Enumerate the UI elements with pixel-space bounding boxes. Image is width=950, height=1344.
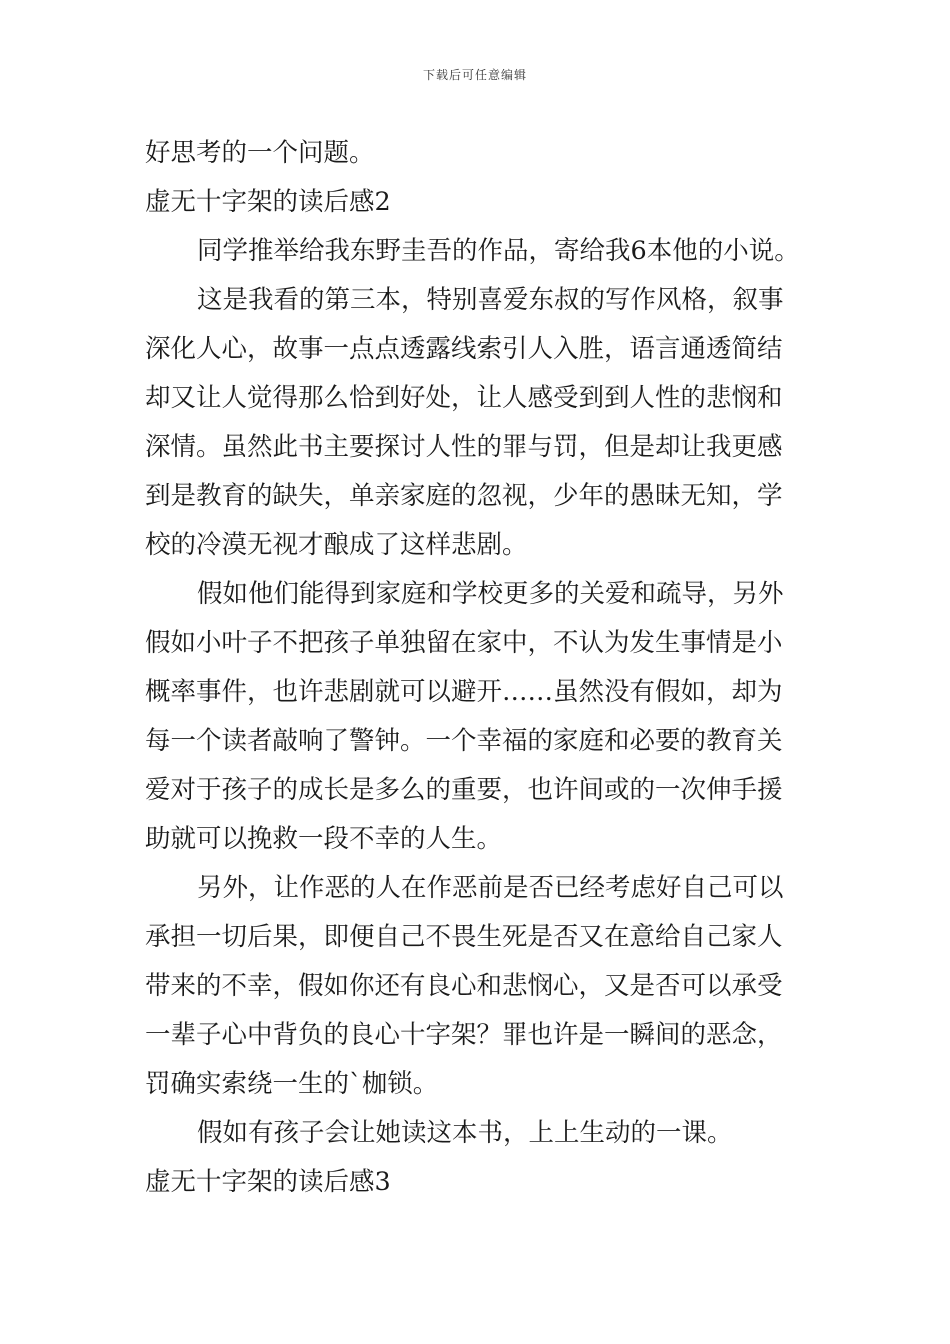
- paragraph-line: 好思考的一个问题。: [145, 138, 375, 168]
- paragraph-line: 同学推举给我东野圭吾的作品，寄给我6本他的小说。: [197, 236, 800, 266]
- paragraph-line: 带来的不幸，假如你还有良心和悲悯心，又是否可以承受: [145, 971, 783, 1001]
- paragraph-line: 一辈子心中背负的良心十字架？罪也许是一瞬间的恶念，: [145, 1020, 783, 1050]
- paragraph-line: 另外，让作恶的人在作恶前是否已经考虑好自己可以: [197, 873, 784, 903]
- paragraph-line: 助就可以挽救一段不幸的人生。: [145, 824, 503, 854]
- paragraph-line: 假如小叶子不把孩子单独留在家中，不认为发生事情是小: [145, 628, 783, 658]
- paragraph-line: 却又让人觉得那么恰到好处，让人感受到到人性的悲悯和: [145, 383, 783, 413]
- document-body: [145, 129, 810, 1207]
- paragraph-line: 假如有孩子会让她读这本书，上上生动的一课。: [197, 1118, 733, 1148]
- paragraph-line: 这是我看的第三本，特别喜爱东叔的写作风格，叙事: [197, 285, 784, 315]
- paragraph-line: 爱对于孩子的成长是多么的重要，也许间或的一次伸手援: [145, 775, 783, 805]
- paragraph-line: 到是教育的缺失，单亲家庭的忽视，少年的愚昧无知，学: [145, 481, 783, 511]
- paragraph-line: 承担一切后果，即便自己不畏生死是否又在意给自己家人: [145, 922, 783, 952]
- paragraph-line: 假如他们能得到家庭和学校更多的关爱和疏导，另外: [197, 579, 784, 609]
- paragraph-line: 罚确实索绕一生的`枷锁。: [145, 1069, 439, 1099]
- page-header: 下载后可任意编辑: [422, 68, 527, 82]
- section-heading: 虚无十字架的读后感2: [145, 187, 391, 217]
- section-heading: 虚无十字架的读后感3: [145, 1167, 391, 1197]
- paragraph-line: 深化人心，故事一点点透露线索引人入胜，语言通透简结: [145, 334, 783, 364]
- paragraph-line: 每一个读者敲响了警钟。一个幸福的家庭和必要的教育关: [145, 726, 783, 756]
- paragraph-line: 概率事件，也许悲剧就可以避开……虽然没有假如，却为: [145, 677, 783, 707]
- paragraph-line: 校的冷漠无视才酿成了这样悲剧。: [145, 530, 528, 560]
- paragraph-line: 深情。虽然此书主要探讨人性的罪与罚，但是却让我更感: [145, 432, 783, 462]
